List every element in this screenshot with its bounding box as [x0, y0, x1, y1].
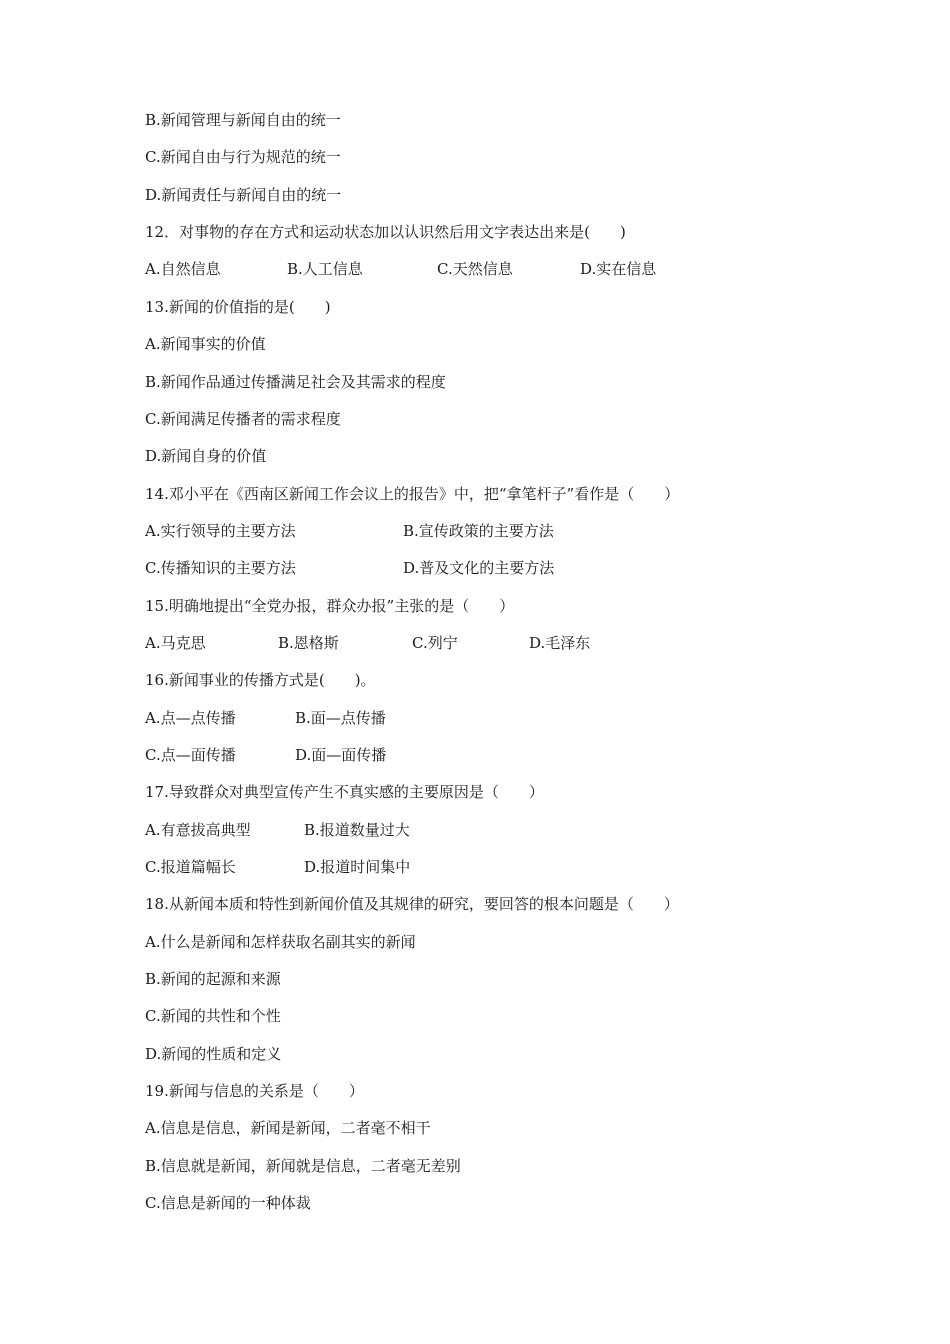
q18-option-d: D.新闻的性质和定义: [145, 1045, 282, 1063]
q15-option-a: A.马克思: [145, 634, 206, 652]
q12-question: 12．对事物的存在方式和运动状态加以认识然后用文字表达出来是( ): [145, 223, 626, 241]
q11-option-c: C.新闻自由与行为规范的统一: [145, 148, 341, 166]
q13-option-a: A.新闻事实的价值: [145, 335, 266, 353]
q11-option-b: B.新闻管理与新闻自由的统一: [145, 111, 341, 129]
q17-question: 17.导致群众对典型宣传产生不真实感的主要原因是（ ）: [145, 783, 544, 801]
q15-option-d: D.毛泽东: [529, 634, 591, 652]
q13-question: 13.新闻的价值指的是( ): [145, 298, 331, 316]
q13-option-d: D.新闻自身的价值: [145, 447, 267, 465]
q16-option-c: C.点—面传播: [145, 746, 236, 764]
q17-option-a: A.有意拔高典型: [145, 821, 251, 839]
q15-option-c: C.列宁: [412, 634, 458, 652]
q14-option-a: A.实行领导的主要方法: [145, 522, 296, 540]
q14-question: 14.邓小平在《西南区新闻工作会议上的报告》中，把“拿笔杆子”看作是（ ）: [145, 485, 680, 503]
q13-option-c: C.新闻满足传播者的需求程度: [145, 410, 341, 428]
q12-option-b: B.人工信息: [287, 260, 363, 278]
q18-option-c: C.新闻的共性和个性: [145, 1007, 281, 1025]
q12-option-c: C.天然信息: [437, 260, 513, 278]
q19-option-a: A.信息是信息，新闻是新闻，二者毫不相干: [145, 1119, 431, 1137]
q14-option-b: B.宣传政策的主要方法: [403, 522, 554, 540]
q17-option-d: D.报道时间集中: [304, 858, 411, 876]
q14-option-d: D.普及文化的主要方法: [403, 559, 555, 577]
q18-option-a: A.什么是新闻和怎样获取名副其实的新闻: [145, 933, 416, 951]
q17-option-c: C.报道篇幅长: [145, 858, 236, 876]
q19-question: 19.新闻与信息的关系是（ ）: [145, 1082, 364, 1100]
q15-question: 15.明确地提出“全党办报，群众办报”主张的是（ ）: [145, 597, 515, 615]
q15-option-b: B.恩格斯: [278, 634, 339, 652]
q11-option-d: D.新闻责任与新闻自由的统一: [145, 186, 342, 204]
q19-option-c: C.信息是新闻的一种体裁: [145, 1194, 311, 1212]
q13-option-b: B.新闻作品通过传播满足社会及其需求的程度: [145, 373, 446, 391]
q14-option-c: C.传播知识的主要方法: [145, 559, 296, 577]
q18-option-b: B.新闻的起源和来源: [145, 970, 281, 988]
q16-question: 16.新闻事业的传播方式是( )。: [145, 671, 376, 689]
q12-option-d: D.实在信息: [580, 260, 657, 278]
q16-option-b: B.面—点传播: [295, 709, 386, 727]
q16-option-a: A.点—点传播: [145, 709, 236, 727]
q12-option-a: A.自然信息: [145, 260, 221, 278]
q16-option-d: D.面—面传播: [295, 746, 387, 764]
q18-question: 18.从新闻本质和特性到新闻价值及其规律的研究，要回答的根本问题是（ ）: [145, 895, 679, 913]
q17-option-b: B.报道数量过大: [304, 821, 410, 839]
q19-option-b: B.信息就是新闻，新闻就是信息，二者毫无差别: [145, 1157, 461, 1175]
